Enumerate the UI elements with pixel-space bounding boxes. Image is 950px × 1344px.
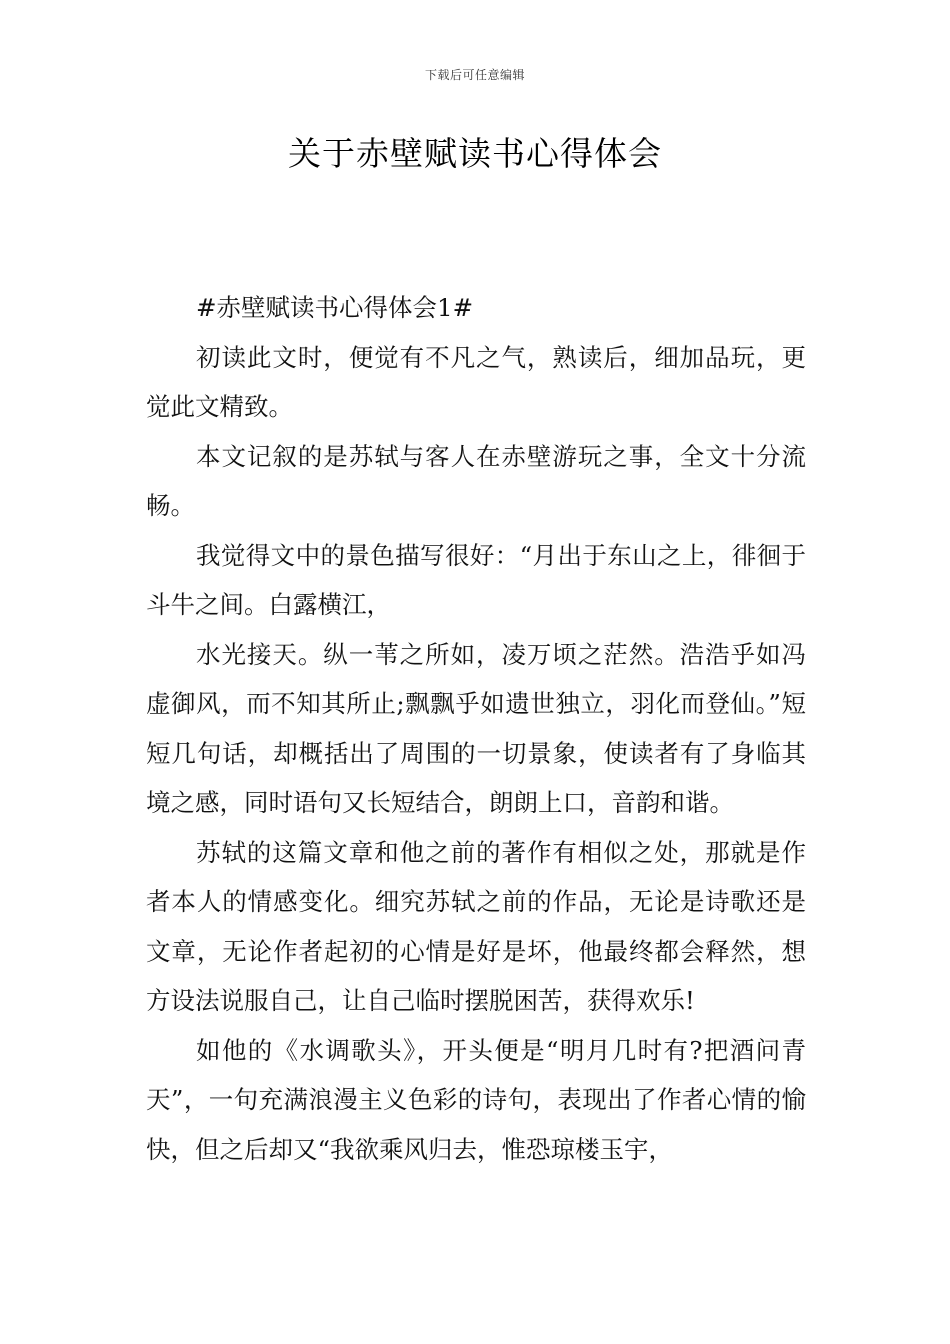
document-title: 关于赤壁赋读书心得体会 (288, 134, 662, 173)
section-heading: #赤壁赋读书心得体会1# (196, 293, 474, 322)
paragraph: 如他的《水调歌头》，开头便是“明月几时有?把酒问青天”，一句充满浪漫主义色彩的诗句，表现出了作者心情的愉快，但之后却又“我欲乘风归去，惟恐琼楼玉宇， (146, 1035, 806, 1164)
paragraph: 初读此文时，便觉有不凡之气，熟读后，细加品玩，更觉此文精致。 (146, 342, 806, 421)
header-note: 下载后可任意编辑 (424, 68, 525, 82)
paragraph: 水光接天。纵一苇之所如，凌万顷之茫然。浩浩乎如冯虚御风，而不知其所止;飘飘乎如遗世独立，羽化而登仙。”短短几句话，却概括出了周围的一切景象，使读者有了身临其境之感，同时语句又长短结合，朗朗上口，音韵和谐。 (146, 639, 806, 817)
paragraph: 苏轼的这篇文章和他之前的著作有相似之处，那就是作者本人的情感变化。细究苏轼之前的作品，无论是诗歌还是文章，无论作者起初的心情是好是坏，他最终都会释然，想方设法说服自己，让自己临时摆脱困苦，获得欢乐! (146, 837, 806, 1015)
paragraph: 我觉得文中的景色描写很好：“月出于东山之上，徘徊于斗牛之间。白露横江， (146, 540, 806, 619)
document-body (146, 283, 806, 1174)
paragraph: 本文记叙的是苏轼与客人在赤壁游玩之事，全文十分流畅。 (146, 441, 806, 520)
